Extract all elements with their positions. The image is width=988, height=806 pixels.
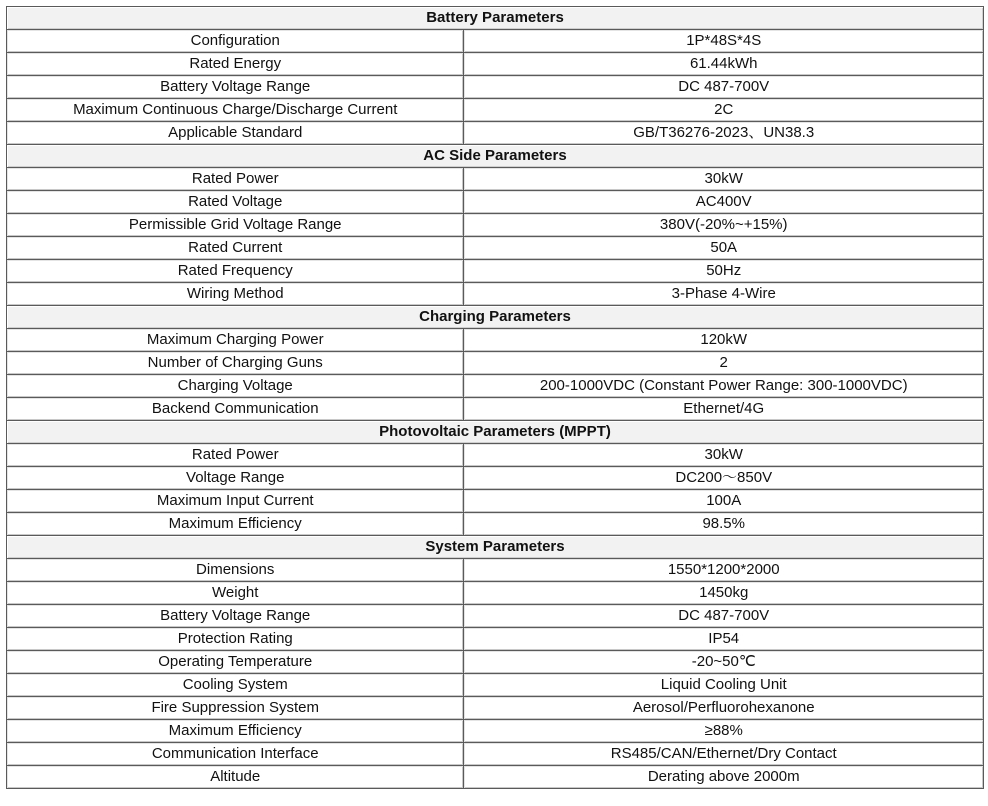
parameter-label: Permissible Grid Voltage Range [7,214,464,237]
section-header-row [7,145,984,168]
table-row [7,283,984,306]
parameter-value: 200-1000VDC (Constant Power Range: 300-1000VDC) [464,375,984,398]
table-row [7,260,984,283]
parameter-value: DC200～850V [464,467,984,490]
table-row [7,329,984,352]
parameter-value: DC 487-700V [464,76,984,99]
parameter-label: Maximum Continuous Charge/Discharge Current [7,99,464,122]
parameter-label: Charging Voltage [7,375,464,398]
section-header-row [7,421,984,444]
parameter-value: 380V(-20%~+15%) [464,214,984,237]
section-title: Charging Parameters [7,306,984,329]
table-row [7,743,984,766]
parameter-value: 50Hz [464,260,984,283]
parameter-value: ≥88% [464,720,984,743]
table-row [7,30,984,53]
parameter-label: Weight [7,582,464,605]
parameter-value: -20~50℃ [464,651,984,674]
parameter-label: Maximum Charging Power [7,329,464,352]
parameter-value: Aerosol/Perfluorohexanone [464,697,984,720]
parameter-value: 1550*1200*2000 [464,559,984,582]
parameter-label: Backend Communication [7,398,464,421]
table-row [7,76,984,99]
parameter-label: Communication Interface [7,743,464,766]
table-row [7,490,984,513]
section-header-row [7,7,984,30]
section-title: Battery Parameters [7,7,984,30]
parameter-value: 61.44kWh [464,53,984,76]
table-row [7,352,984,375]
table-row [7,674,984,697]
parameter-label: Battery Voltage Range [7,76,464,99]
parameter-value: 30kW [464,168,984,191]
table-row [7,605,984,628]
parameter-value: 98.5% [464,513,984,536]
table-row [7,467,984,490]
parameter-label: Rated Voltage [7,191,464,214]
parameter-label: Configuration [7,30,464,53]
parameter-label: Number of Charging Guns [7,352,464,375]
table-row [7,766,984,789]
table-row [7,99,984,122]
parameter-value: 2 [464,352,984,375]
parameter-value: 50A [464,237,984,260]
parameter-label: Cooling System [7,674,464,697]
parameter-value: AC400V [464,191,984,214]
parameter-label: Maximum Input Current [7,490,464,513]
parameter-value: 1450kg [464,582,984,605]
section-header-row [7,306,984,329]
parameter-value: Liquid Cooling Unit [464,674,984,697]
parameter-label: Dimensions [7,559,464,582]
table-row [7,697,984,720]
parameter-value: Derating above 2000m [464,766,984,789]
spec-table-body [7,7,984,789]
parameter-value: 30kW [464,444,984,467]
section-header-row [7,536,984,559]
table-row [7,651,984,674]
parameter-label: Wiring Method [7,283,464,306]
table-row [7,513,984,536]
table-row [7,720,984,743]
parameter-label: Rated Frequency [7,260,464,283]
parameter-label: Fire Suppression System [7,697,464,720]
parameter-label: Battery Voltage Range [7,605,464,628]
parameter-value: Ethernet/4G [464,398,984,421]
table-row [7,375,984,398]
parameter-label: Voltage Range [7,467,464,490]
parameter-label: Maximum Efficiency [7,720,464,743]
parameter-label: Operating Temperature [7,651,464,674]
table-row [7,444,984,467]
parameter-value: 2C [464,99,984,122]
parameter-label: Rated Current [7,237,464,260]
table-row [7,628,984,651]
parameter-value: 120kW [464,329,984,352]
section-title: System Parameters [7,536,984,559]
parameter-label: Applicable Standard [7,122,464,145]
parameter-value: 1P*48S*4S [464,30,984,53]
parameter-value: RS485/CAN/Ethernet/Dry Contact [464,743,984,766]
parameter-value: GB/T36276-2023、UN38.3 [464,122,984,145]
section-title: AC Side Parameters [7,145,984,168]
table-row [7,191,984,214]
parameter-label: Altitude [7,766,464,789]
parameter-label: Rated Power [7,444,464,467]
table-row [7,559,984,582]
parameter-label: Protection Rating [7,628,464,651]
table-row [7,398,984,421]
parameter-value: IP54 [464,628,984,651]
parameter-label: Rated Power [7,168,464,191]
table-row [7,122,984,145]
table-row [7,53,984,76]
parameter-label: Rated Energy [7,53,464,76]
table-row [7,582,984,605]
parameter-value: DC 487-700V [464,605,984,628]
parameter-label: Maximum Efficiency [7,513,464,536]
parameter-value: 3-Phase 4-Wire [464,283,984,306]
section-title: Photovoltaic Parameters (MPPT) [7,421,984,444]
table-row [7,168,984,191]
table-row [7,237,984,260]
parameter-value: 100A [464,490,984,513]
table-row [7,214,984,237]
spec-table [6,6,984,789]
